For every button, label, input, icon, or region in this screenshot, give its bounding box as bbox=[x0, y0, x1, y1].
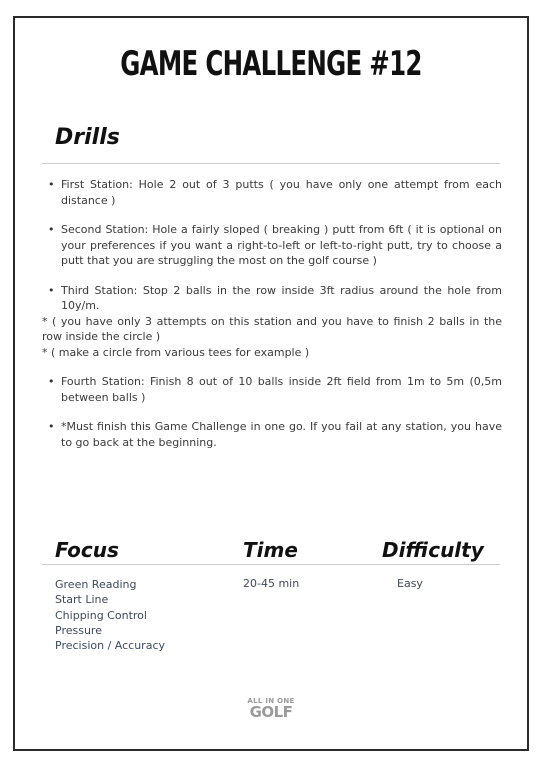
drill-item-must-finish: • *Must finish this Game Challenge in one go. If you fail at any station, you have to go back at the beginning. bbox=[42, 419, 502, 450]
focus-list bbox=[55, 577, 165, 653]
drills-heading: Drills bbox=[55, 125, 120, 150]
time-heading: Time bbox=[243, 538, 298, 562]
focus-item: Start Line bbox=[55, 593, 109, 607]
focus-item: Chipping Control bbox=[55, 608, 147, 622]
drill-item-first-station: • First Station: Hole 2 out of 3 putts ( you have only one attempt from each distance ) bbox=[42, 177, 502, 208]
focus-item: Pressure bbox=[55, 623, 102, 637]
drill-note-attempts: * ( you have only 3 attempts on this station and you have to finish 2 balls in the row inside the circle ) bbox=[42, 314, 502, 343]
drill-note-tees: * ( make a circle from various tees for example ) bbox=[42, 345, 310, 359]
drills-list bbox=[42, 177, 502, 450]
drill-item-third-station: • Third Station: Stop 2 balls in the row inside 3ft radius around the hole from 10y/m. bbox=[42, 283, 502, 314]
all-in-one-golf-logo bbox=[246, 697, 296, 720]
focus-item: Precision / Accuracy bbox=[55, 639, 165, 653]
time-value: 20-45 min bbox=[243, 577, 300, 590]
logo-bottom-text: GOLF bbox=[249, 703, 293, 721]
difficulty-heading: Difficulty bbox=[382, 538, 484, 562]
focus-heading: Focus bbox=[55, 538, 119, 562]
drill-item-second-station: • Second Station: Hole a fairly sloped ( breaking ) putt from 6ft ( it is optional on your preferences if you want a right-to-left or left-to-right putt, try to choose a putt that you are struggling the most on the golf course ) bbox=[42, 222, 502, 269]
focus-item: Green Reading bbox=[55, 578, 137, 591]
logo-top-text: ALL IN ONE bbox=[247, 697, 295, 705]
page-title: GAME CHALLENGE #12 bbox=[120, 44, 422, 84]
drill-item-fourth-station: • Fourth Station: Finish 8 out of 10 balls inside 2ft field from 1m to 5m (0,5m between balls ) bbox=[42, 374, 502, 405]
details-divider bbox=[42, 564, 500, 565]
difficulty-value: Easy bbox=[397, 577, 423, 590]
drills-divider bbox=[42, 163, 500, 164]
